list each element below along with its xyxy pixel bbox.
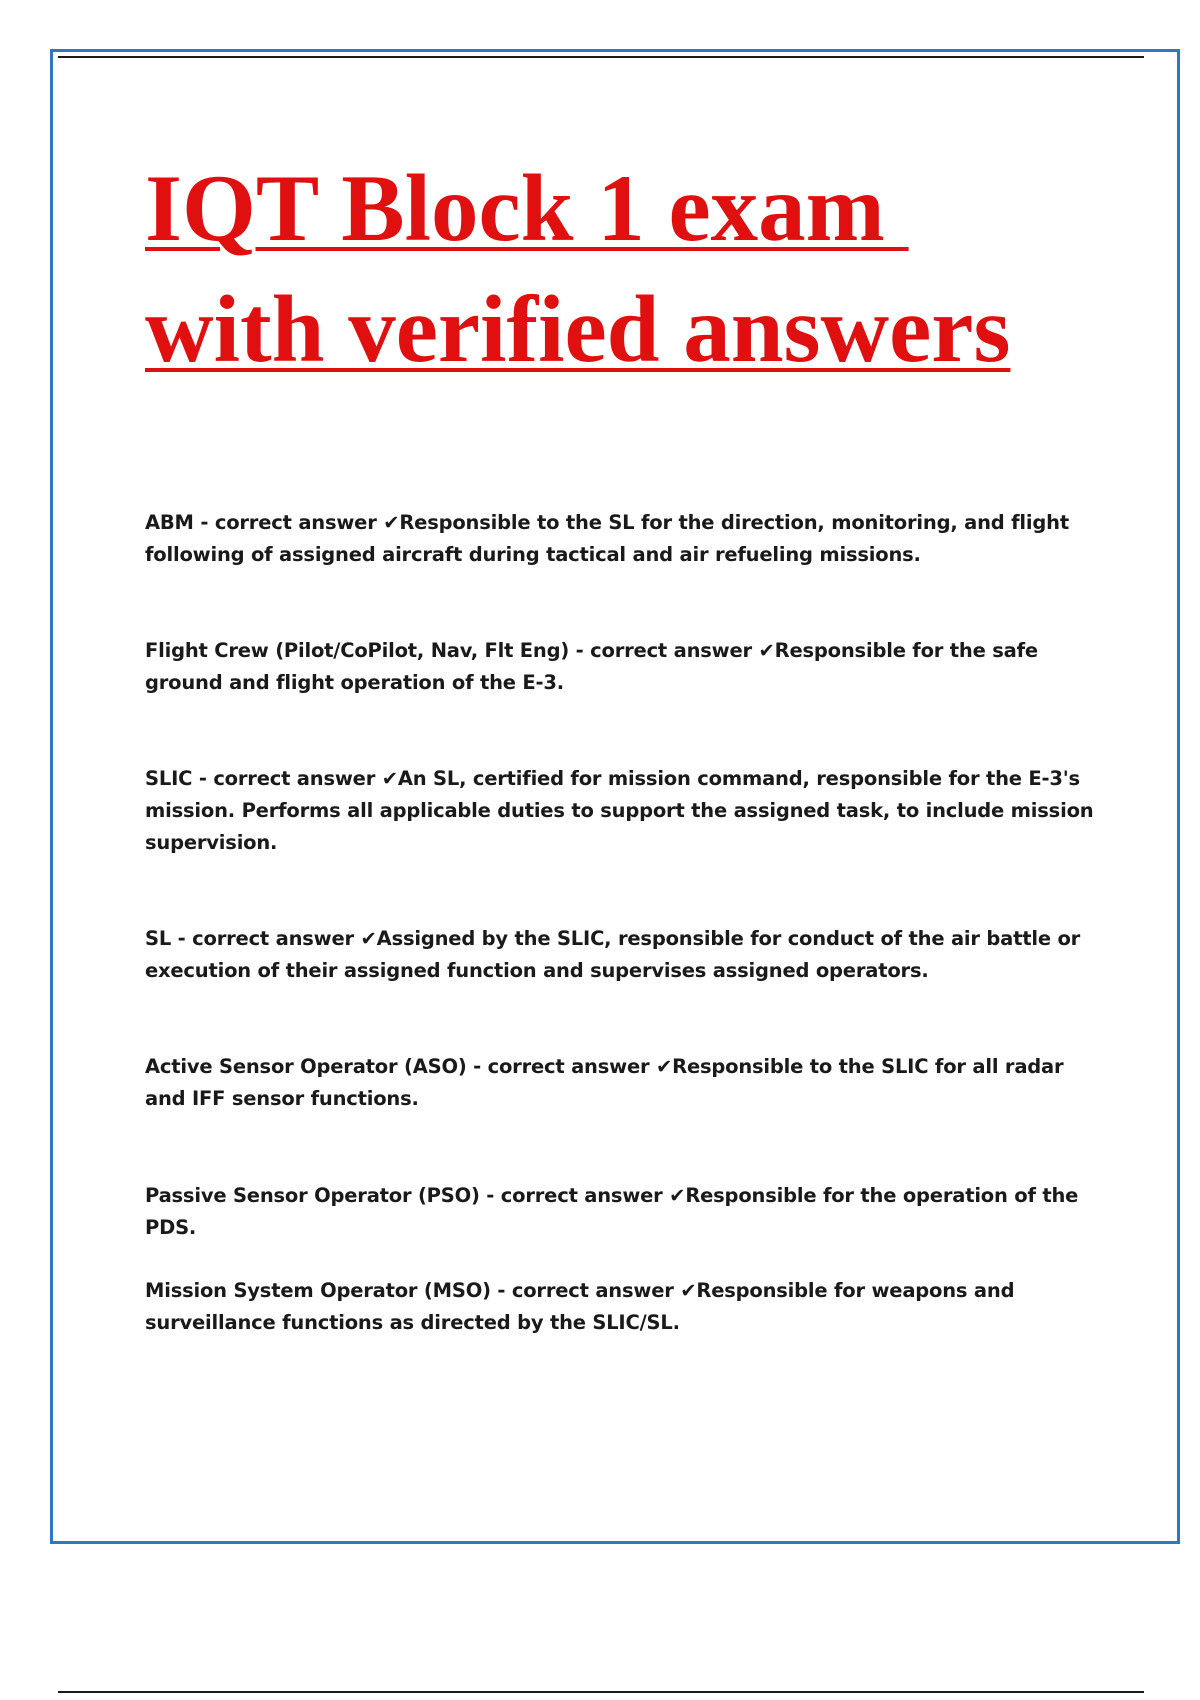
title-line-1: IQT Block 1 exam	[145, 155, 909, 261]
bottom-rule	[58, 1691, 1144, 1693]
checkmark-icon: ✔	[680, 1279, 697, 1302]
checkmark-icon: ✔	[656, 1055, 673, 1078]
entry-answer: Assigned by the SLIC, responsible for conduct of the air battle or execution of their assigned function and supervises assigned operators.	[145, 927, 1081, 982]
qa-entry-sl	[145, 923, 1105, 987]
title-line-2: with verified answers	[145, 276, 1011, 382]
document-title	[145, 148, 1105, 390]
entry-separator: - correct answer	[569, 639, 759, 662]
qa-entry-mso	[145, 1275, 1105, 1339]
checkmark-icon: ✔	[669, 1184, 686, 1207]
entry-term: SL	[145, 927, 172, 950]
entry-term: ABM	[145, 511, 194, 534]
qa-entry-slic	[145, 763, 1105, 859]
qa-entry-abm	[145, 507, 1105, 571]
entry-separator: - correct answer	[479, 1184, 670, 1207]
entry-term: Passive Sensor Operator (PSO)	[145, 1184, 480, 1207]
entry-answer: Responsible for the safe ground and flight operation of the E-3.	[145, 639, 1038, 694]
checkmark-icon: ✔	[381, 767, 398, 790]
entry-answer: Responsible to the SL for the direction, monitoring, and flight following of assigned aircraft during tactical and air refueling missions.	[145, 511, 1069, 566]
entry-separator: - correct answer	[466, 1055, 656, 1078]
qa-entry-pso	[145, 1180, 1105, 1244]
entry-term: Active Sensor Operator (ASO)	[145, 1055, 467, 1078]
entry-answer: Responsible to the SLIC for all radar and IFF sensor functions.	[145, 1055, 1064, 1110]
top-rule	[58, 56, 1144, 58]
entry-answer: Responsible for the operation of the PDS.	[145, 1184, 1079, 1239]
entry-term: SLIC	[145, 767, 193, 790]
qa-entry-flight-crew	[145, 635, 1105, 699]
checkmark-icon: ✔	[383, 511, 400, 534]
entry-term: Mission System Operator (MSO)	[145, 1279, 491, 1302]
checkmark-icon: ✔	[360, 927, 377, 950]
entry-answer: Responsible for weapons and surveillance functions as directed by the SLIC/SL.	[145, 1279, 1015, 1334]
entry-term: Flight Crew (Pilot/CoPilot, Nav, Flt Eng)	[145, 639, 570, 662]
qa-entry-aso	[145, 1051, 1105, 1115]
entry-separator: - correct answer	[193, 511, 384, 534]
checkmark-icon: ✔	[758, 639, 775, 662]
entry-separator: - correct answer	[171, 927, 361, 950]
entry-answer: An SL, certified for mission command, responsible for the E-3's mission. Performs all applicable duties to support the assigned task, to include mission supervision.	[145, 767, 1094, 854]
entry-separator: - correct answer	[192, 767, 382, 790]
entry-separator: - correct answer	[490, 1279, 681, 1302]
